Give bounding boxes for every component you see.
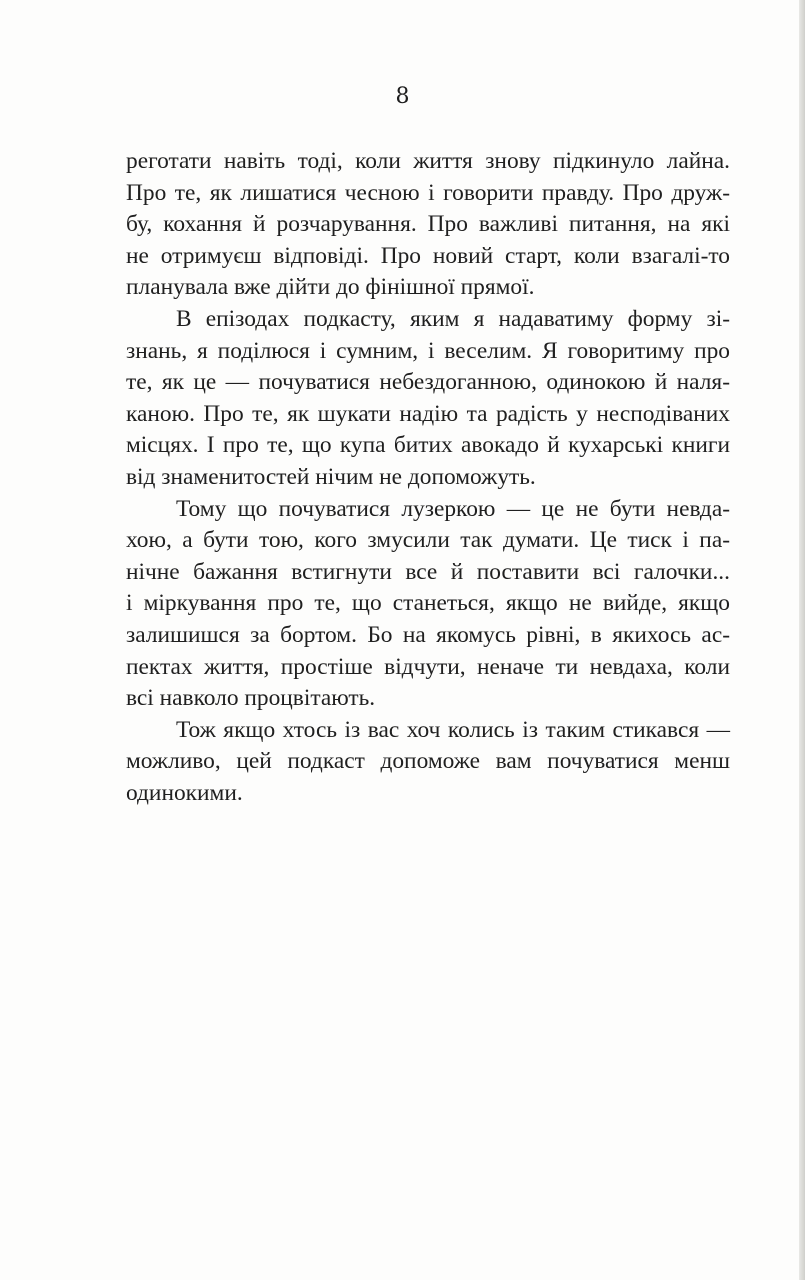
text-line: знань, я поділюся і сумним, і веселим. Я говоритиму про (126, 337, 730, 364)
text-line: пектах життя, простіше відчути, неначе ти невдаха, коли (126, 653, 730, 680)
body-text (126, 146, 730, 809)
paragraph (126, 146, 730, 304)
text-line: місцях. І про те, що купа битих авокадо й кухарські книги (126, 432, 730, 459)
text-line: залишишся за бортом. Бо на якомусь рівні, в якихось ас- (126, 621, 730, 648)
text-line: Тому що почуватися лузеркою — це не бути невда- (176, 495, 730, 522)
text-line: те, як це — почуватися небездоганною, одинокою й наля- (126, 369, 730, 396)
paragraph (126, 304, 730, 494)
page-edge (799, 0, 805, 1280)
text-line: планувала вже дійти до фінішної прямої. (126, 274, 535, 301)
text-line: не отримуєш відповіді. Про новий старт, коли взагалі-то (126, 242, 730, 269)
text-line: можливо, цей подкаст допоможе вам почуватися менш (126, 748, 730, 775)
text-line: хою, а бути тою, кого змусили так думати. Це тиск і па- (126, 527, 730, 554)
paragraph (126, 715, 730, 810)
text-line: бу, кохання й розчарування. Про важливі питання, на які (126, 211, 730, 238)
text-line: всі навколо процвітають. (126, 685, 376, 712)
page-number: 8 (395, 84, 410, 109)
text-line: від знаменитостей нічим не допоможуть. (126, 463, 536, 490)
text-line: Тож якщо хтось із вас хоч колись із таким стикався — (176, 716, 730, 743)
text-line: каною. Про те, як шукати надію та радість у несподіваних (126, 400, 730, 427)
text-line: одинокими. (126, 779, 243, 806)
text-line: реготати навіть тоді, коли життя знову підкинуло лайна. (126, 148, 730, 174)
text-line: і міркування про те, що станеться, якщо не вийде, якщо (126, 590, 730, 617)
text-line: нічне бажання встигнути все й поставити всі галочки... (126, 558, 730, 585)
paragraph (126, 494, 730, 715)
text-line: В епізодах подкасту, яким я надаватиму форму зі- (176, 305, 730, 332)
text-line: Про те, як лишатися чесною і говорити правду. Про друж- (126, 179, 730, 206)
